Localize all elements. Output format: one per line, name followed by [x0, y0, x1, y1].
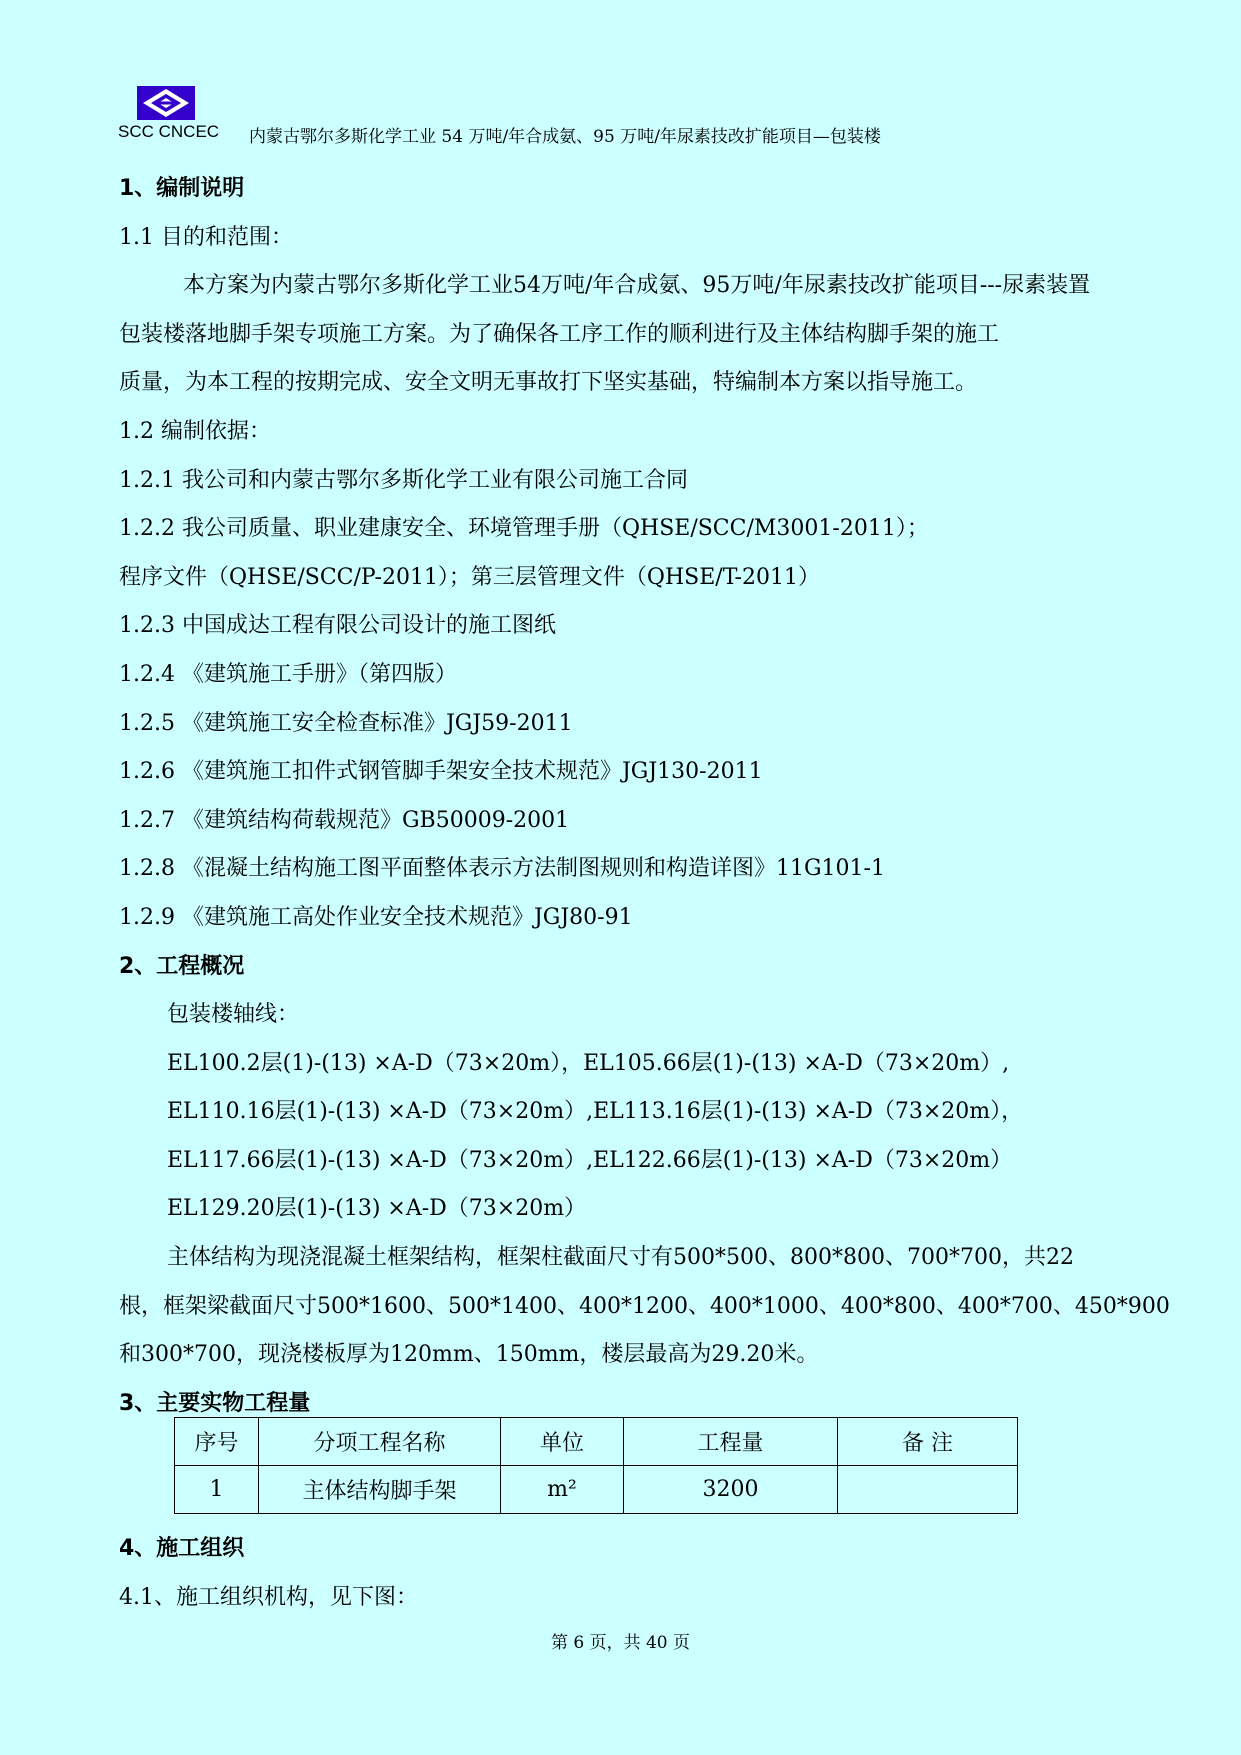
table-cell: 3200	[624, 1466, 838, 1514]
page-number-footer: 第 6 页，共 40 页	[550, 1633, 691, 1653]
header-cell: 备 注	[838, 1418, 1018, 1466]
header-cell: 工程量	[624, 1418, 838, 1466]
subsection-4-1: 4.1、施工组织机构，见下图：	[119, 1585, 418, 1611]
header-cell: 单位	[501, 1418, 624, 1466]
header-company: SCC CNCEC	[118, 122, 220, 141]
axis-line: EL117.66层(1)-(13) ×A-D（73×20m）,EL122.66层(1)-(13) ×A-D（73×20m）	[167, 1147, 1013, 1173]
paragraph-line: 包装楼落地脚手架专项施工方案。为了确保各工序工作的顺利进行及主体结构脚手架的施工	[119, 321, 1000, 347]
reference-item: 1.2.6 《建筑施工扣件式钢管脚手架安全技术规范》JGJ130-2011	[119, 759, 763, 785]
paragraph-line: 和300*700，现浇楼板厚为120mm、150mm，楼层最高为29.20米。	[119, 1342, 819, 1368]
reference-item: 1.2.3 中国成达工程有限公司设计的施工图纸	[119, 613, 556, 639]
table-header-row	[175, 1418, 1018, 1466]
section-heading-2: 2、工程概况	[119, 953, 245, 979]
subsection-1-1: 1.1 目的和范围：	[119, 224, 293, 250]
paragraph-line: 本方案为内蒙古鄂尔多斯化学工业54万吨/年合成氨、95万吨/年尿素技改扩能项目---尿素装置	[183, 273, 1091, 299]
table-row	[175, 1466, 1018, 1514]
paragraph-line: 根，框架梁截面尺寸500*1600、500*1400、400*1200、400*1000、400*800、400*700、450*900	[119, 1293, 1170, 1319]
subsection-1-2: 1.2 编制依据：	[119, 418, 271, 444]
reference-item: 1.2.5 《建筑施工安全检查标准》JGJ59-2011	[119, 710, 573, 736]
table-cell: 1	[175, 1466, 259, 1514]
axis-line: EL129.20层(1)-(13) ×A-D（73×20m）	[167, 1196, 587, 1222]
quantity-table	[174, 1417, 1018, 1514]
reference-item: 1.2.8 《混凝土结构施工图平面整体表示方法制图规则和构造详图》11G101-1	[119, 856, 885, 882]
section-heading-4: 4、施工组织	[119, 1536, 245, 1562]
table-cell	[838, 1466, 1018, 1514]
section-heading-3: 3、主要实物工程量	[119, 1390, 311, 1416]
section-heading-1: 1、编制说明	[119, 176, 245, 201]
table-cell: 主体结构脚手架	[259, 1466, 501, 1514]
axis-line: EL100.2层(1)-(13) ×A-D（73×20m），EL105.66层(1)-(13) ×A-D（73×20m）,	[167, 1050, 1010, 1076]
document-body	[119, 165, 1170, 1623]
reference-item: 1.2.2 我公司质量、职业建康安全、环境管理手册（QHSE/SCC/M3001-2011）；	[119, 516, 929, 542]
header-project-title: 内蒙古鄂尔多斯化学工业 54 万吨/年合成氨、95 万吨/年尿素技改扩能项目—包装楼	[249, 127, 881, 147]
axis-label: 包装楼轴线：	[167, 1002, 300, 1028]
paragraph-line: 质量，为本工程的按期完成、安全文明无事故打下坚实基础，特编制本方案以指导施工。	[119, 370, 978, 396]
reference-item: 1.2.1 我公司和内蒙古鄂尔多斯化学工业有限公司施工合同	[119, 467, 688, 493]
reference-item: 1.2.7 《建筑结构荷载规范》GB50009-2001	[119, 807, 570, 833]
paragraph-line: 主体结构为现浇混凝土框架结构，框架柱截面尺寸有500*500、800*800、700*700，共22	[167, 1245, 1074, 1271]
reference-item: 1.2.4 《建筑施工手册》（第四版）	[119, 661, 457, 687]
table-cell: m²	[501, 1466, 624, 1514]
reference-item: 1.2.9 《建筑施工高处作业安全技术规范》JGJ80-91	[119, 904, 633, 930]
header-cell: 分项工程名称	[259, 1418, 501, 1466]
header-cell: 序号	[175, 1418, 259, 1466]
company-logo-icon	[137, 86, 195, 120]
axis-line: EL110.16层(1)-(13) ×A-D（73×20m）,EL113.16层(1)-(13) ×A-D（73×20m），	[167, 1099, 1024, 1125]
reference-item-continuation: 程序文件（QHSE/SCC/P-2011）；第三层管理文件（QHSE/T-2011）	[119, 564, 820, 590]
